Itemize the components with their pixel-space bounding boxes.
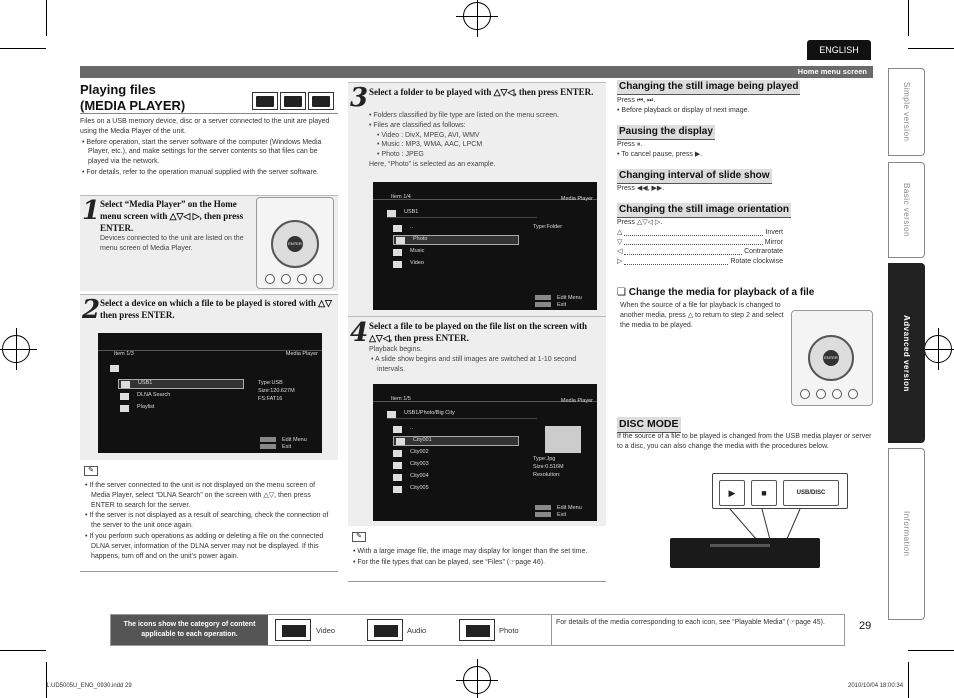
step-1-text: Select “Media Player” on the Home menu screen with △▽◁ ▷, then press ENTER. [100,199,244,234]
step-4-sub-text: Playback begins. [369,346,422,353]
heading-change-media: ❑ Change the media for playback of a file [617,287,815,298]
step-3-bullet: • Folders classified by file type are listed on the menu screen. [369,112,559,119]
list-item[interactable]: Music [393,247,519,257]
remote-illustration [256,197,334,289]
step-3-bullets [369,111,605,170]
photo-icon [308,92,334,110]
list-item[interactable]: City002 [393,448,519,458]
screen-title: Media Player [285,351,318,357]
player-device [670,538,820,568]
legend-photo: Photo [499,626,519,635]
screen-buttons: Edit Menu Exit [260,437,307,450]
heading-disc-mode: DISC MODE [617,417,681,433]
step-3-subbullet: • Photo : JPEG [377,151,424,159]
list-item[interactable]: Video [393,259,519,269]
crop-mark [908,650,954,651]
screen-title: Media Player [560,196,593,202]
usb-disc-button[interactable]: USB/DISC [783,480,839,506]
disc-tray [710,544,770,547]
crop-mark [908,0,909,36]
intro-bullet: • For details, refer to the operation manual supplied with the server software. [82,168,319,176]
heading-pause: Pausing the display [617,125,715,140]
side-tab-information[interactable] [888,448,925,620]
note-item: • If the server is not displayed as a result of searching, check the connection of the server to the unit once again. [85,512,329,530]
note-item: • If the server connected to the unit is not displayed on the menu screen of Media Player, select “DLNA Search” on the screen with △▽, then press ENTER to search for the server. [85,482,316,509]
step-number: 4 [350,318,369,348]
legend-audio: Audio [407,626,427,635]
list-item[interactable]: City003 [393,460,519,470]
title-rule [80,113,338,114]
note-item: • With a large image file, the image may display for longer than the set time. [353,548,588,555]
screen-item-count: Item 1/5 [391,396,411,402]
remote-button-icon [800,389,810,399]
side-tab-label: Advanced version [902,314,912,392]
icon-legend [110,614,845,646]
screen-info: Type:Folder [533,224,563,230]
orient-row: △ Invert [617,227,783,236]
section-bar [80,66,873,78]
legend-video: Video [316,626,336,635]
orient-row: ▽ Mirror [617,237,783,246]
crop-mark [908,48,954,49]
heading-orientation: Changing the still image orientation [617,203,791,218]
registration-mark [924,335,952,363]
remote-illustration [791,310,873,406]
screen-buttons: Edit Menu Exit [535,505,582,518]
stop-button-icon[interactable]: ■ [751,480,777,506]
intro-bullet: • Before operation, start the server software of the computer (Windows Media Player, etc.), and make settings for the server contents so that files can be played via the network. [82,138,322,166]
video-icon [252,92,278,110]
text-orientation: Press △▽◁ ▷. △ Invert ▽ Mirror ◁ Contrarotate ▷ Rotate clockwise [617,219,783,266]
step-4-text: Select a file to be played on the file list on the screen with △▽◁, then press ENTER. [369,321,588,344]
media-player-screen-files [373,384,597,521]
step-1-sub: Devices connected to the unit are listed on the menu screen of Media Player. [100,235,244,252]
side-tab-advanced[interactable] [888,263,925,443]
step-4-bullet: • A slide show begins and still images are switched at 1-10 second intervals. [371,355,577,373]
remote-button-icon [265,274,275,284]
step-number: 3 [350,83,369,113]
heading-interval: Changing interval of slide show [617,169,772,184]
crop-mark [46,0,47,36]
intro-paragraph: Files on a USB memory device, disc or a server connected to the unit are played using the Media Player of the unit. [80,118,330,135]
remote-button-icon [281,274,291,284]
side-tab-basic[interactable] [888,162,925,258]
remote-button-icon [297,274,307,284]
step-4-sub [369,345,605,374]
remote-button-icon [313,274,323,284]
remote-button-icon [816,389,826,399]
page-title [80,82,185,113]
crop-mark [0,48,46,49]
screen-item-count: Item 1/3 [114,351,134,357]
screen-info: Type:USB Size:120.627M FS:FAT16 [258,380,295,402]
language-tab[interactable]: ENGLISH [807,40,871,60]
text-change-media: When the source of a file for playback is changed to another media, press △ to return to step 2 and select the media to be played. [620,302,784,329]
list-item[interactable]: .. [393,223,519,233]
step-3-bullet: • Files are classified as follows: [369,121,466,129]
legend-details: For details of the media corresponding to each icon, see “Playable Media” (☞page 45). [551,615,845,645]
list-item[interactable]: City004 [393,472,519,482]
note-item: • If you perform such operations as adding or deleting a file on the connected DLNA server, information of the DLNA server may not be displayed. If this happens, turn off and on the unit’s power again. [85,532,324,560]
note-icon: ✎ [84,466,98,476]
crop-mark [46,662,47,698]
intro-text [80,117,338,179]
breadcrumb: USB1/Photo/Big City [387,410,537,419]
step-3-example: Here, “Photo” is selected as an example. [369,160,496,168]
note-icon: ✎ [352,532,366,542]
side-tab-label: Simple version [902,82,912,142]
side-tab-simple[interactable] [888,68,925,156]
list-item[interactable]: Photo [393,235,519,245]
video-icon [275,619,311,641]
remote-button-icon [832,389,842,399]
enter-button-icon: ENTER [287,236,303,252]
step-3-subbullet: • Music : MP3, WMA, AAC, LPCM [377,141,483,149]
list-item[interactable]: USB1 [118,379,244,389]
legend-label: The icons show the category of content applicable to each operation. [111,615,268,645]
note-item: • For the file types that can be played, see “Files” (☞page 46). [353,558,545,566]
media-player-screen-devices [98,333,322,453]
text-change-still: Press ⏮, ⏭. • Before playback or display of next image. [617,97,750,114]
step-number: 2 [82,295,101,325]
side-tab-label: Basic version [902,182,912,238]
text-disc-mode: If the source of a file to be played is changed from the USB media player or server to a disc, you can also change the media with the procedures below. [617,433,872,450]
notes-box-border [80,462,338,572]
orient-row: ▷ Rotate clockwise [617,257,783,266]
list-item[interactable]: .. [393,424,519,434]
page-number: 29 [859,620,872,632]
list-item[interactable]: City005 [393,484,519,494]
registration-mark [463,2,491,30]
screen-header [98,333,322,351]
side-tab-label: Information [902,511,912,557]
registration-mark [2,335,30,363]
screen-item-count: Item 1/4 [391,194,411,200]
audio-icon [367,619,403,641]
registration-mark [463,666,491,694]
audio-icon [280,92,306,110]
media-player-screen-folders [373,182,597,310]
list-item[interactable]: DLNA Search [118,391,244,401]
page-title-line2: (MEDIA PLAYER) [80,97,186,113]
photo-thumbnail [545,426,581,453]
folder-icon [110,365,119,372]
section-bar-label: Home menu screen [797,67,867,76]
screen-buttons: Edit Menu Exit [535,295,582,308]
step-number: 1 [82,196,101,226]
crop-mark [0,650,46,651]
notes-mid-border [348,528,606,582]
list-item[interactable]: Playlist [118,403,244,413]
play-button-icon[interactable]: ▶ [719,480,745,506]
orient-row: ◁ Contrarotate [617,247,783,256]
step-3-text: Select a folder to be played with △▽◁, then press ENTER. [369,87,594,97]
step-3-subbullet: • Video : DivX, MPEG, AVI, WMV [377,131,480,139]
text-pause: Press ⏸. • To cancel pause, press ▶. [617,141,703,158]
footer-datetime: 2010/10/04 18:00:34 [848,683,904,689]
remote-button-icon [848,389,858,399]
screen-title: Media Player [560,398,593,404]
screen-info: Type:Jpg Size:0.516M Resolution: [533,456,564,478]
page-title-line1: Playing files [80,82,156,97]
category-icons [252,92,334,110]
footer-file: 1.UD5005U_ENG_0930.indd 29 [46,683,132,689]
crop-mark [908,662,909,698]
breadcrumb: USB1 [387,209,537,218]
text-interval: Press ◀◀, ▶▶. [617,185,665,192]
list-item[interactable]: City001 [393,436,519,446]
step-2-text: Select a device on which a file to be played is stored with △▽ then press ENTER. [100,298,332,321]
heading-change-still: Changing the still image being played [617,80,800,95]
photo-icon [459,619,495,641]
enter-button-icon: ENTER [823,350,839,366]
front-panel-closeup [712,473,848,509]
